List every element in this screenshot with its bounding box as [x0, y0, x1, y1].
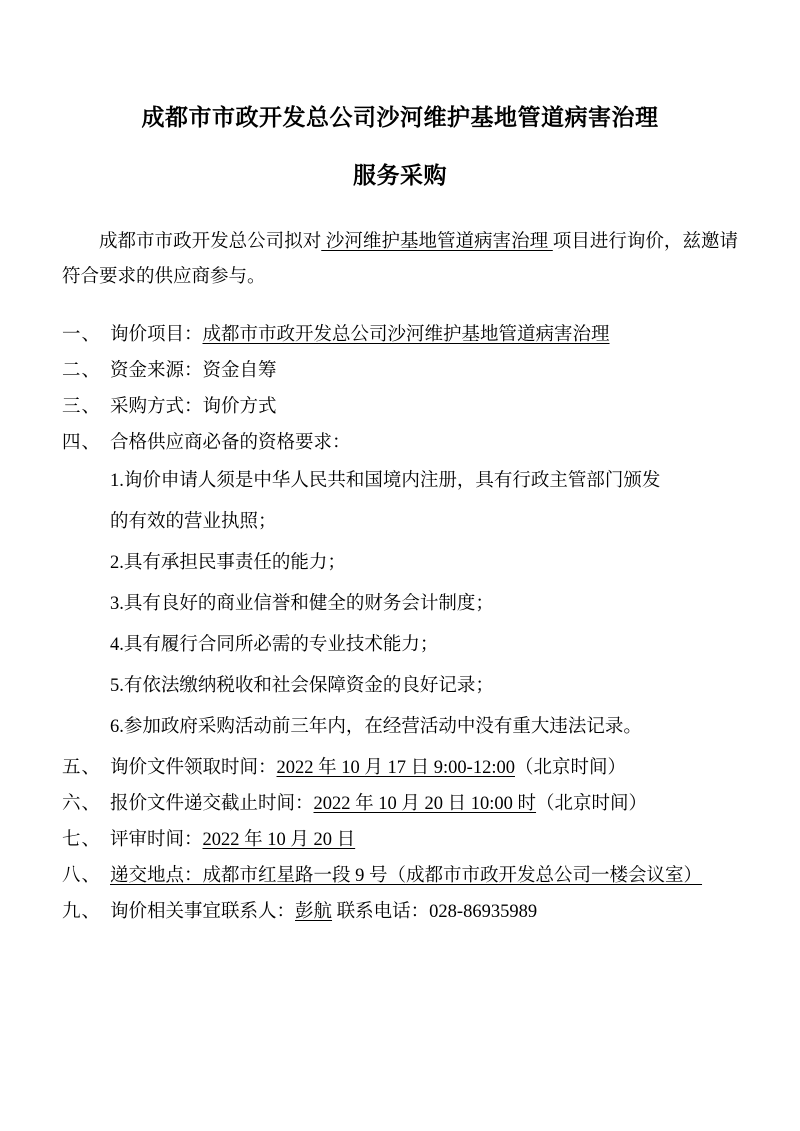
- clause-label: 评审时间：: [110, 830, 203, 850]
- clause-text: 合格供应商必备的资格要求：: [110, 433, 351, 453]
- intro-after: 项目进行询价，兹邀请符合要求的供应商参与。: [62, 232, 738, 287]
- clause-number: 二、: [62, 361, 102, 381]
- clause-value: 2022 年 10 月 17 日 9:00-12:00: [276, 758, 515, 778]
- clause-label: 资金来源：: [110, 361, 203, 381]
- clause-label: 报价文件递交截止时间：: [110, 794, 314, 814]
- clause-text: [110, 353, 738, 389]
- clause-value: 2022 年 10 月 20 日: [202, 830, 356, 850]
- clause-tail: （北京时间）: [536, 794, 648, 814]
- intro-project-name: 沙河维护基地管道病害治理: [321, 232, 553, 252]
- clause-value: 资金自筹: [202, 361, 277, 381]
- clause-number: 八、: [62, 866, 102, 886]
- clause-item-8: [62, 858, 738, 894]
- clause-item-4: [62, 425, 738, 461]
- clause-number: 三、: [62, 397, 102, 417]
- clause-value: 询价方式: [202, 397, 277, 417]
- clause-label: 询价项目：: [110, 325, 203, 345]
- clause-label: 递交地点：: [110, 866, 203, 886]
- clause-item-2: [62, 353, 738, 389]
- contact-phone-label: 联系电话：: [332, 902, 430, 922]
- clause-text: [110, 894, 738, 930]
- intro-before: 成都市市政开发总公司拟对: [99, 232, 322, 252]
- clause-value: 2022 年 10 月 20 日 10:00 时: [313, 794, 537, 814]
- document-title-line1: 成都市市政开发总公司沙河维护基地管道病害治理: [141, 105, 659, 130]
- qualification-item-5: 5.有依法缴纳税收和社会保障资金的良好记录；: [110, 676, 494, 696]
- clause-item-1: [62, 317, 738, 353]
- qualification-item-3: 3.具有良好的商业信誉和健全的财务会计制度；: [110, 594, 494, 614]
- qualification-item-2: 2.具有承担民事责任的能力；: [110, 553, 346, 573]
- clause-number: 四、: [62, 433, 102, 453]
- clause-list: [62, 317, 738, 930]
- clause-number: 七、: [62, 830, 102, 850]
- qualification-item-1-line2: 的有效的营业执照；: [110, 512, 277, 532]
- contact-name: 彭航: [295, 902, 333, 922]
- clause-label: 询价相关事宜联系人：: [110, 902, 296, 922]
- clause-item-7: [62, 822, 738, 858]
- clause-text: [110, 317, 738, 353]
- clause-number: 九、: [62, 902, 102, 922]
- qualification-item-4: 4.具有履行合同所必需的专业技术能力；: [110, 635, 439, 655]
- qualification-list: [62, 461, 738, 748]
- clause-item-5: [62, 750, 738, 786]
- clause-number: 六、: [62, 794, 102, 814]
- clause-text: [110, 786, 738, 822]
- clause-text: [110, 822, 738, 858]
- contact-phone: 028-86935989: [429, 902, 538, 922]
- clause-number: 五、: [62, 758, 102, 778]
- clause-label: 采购方式：: [110, 397, 203, 417]
- clause-item-3: [62, 389, 738, 425]
- qualification-item-6: 6.参加政府采购活动前三年内，在经营活动中没有重大违法记录。: [110, 717, 642, 737]
- clause-value: 成都市市政开发总公司沙河维护基地管道病害治理: [202, 325, 610, 345]
- document-title-line2: 服务采购: [353, 163, 447, 188]
- clause-number: 一、: [62, 325, 102, 345]
- clause-text: [110, 389, 738, 425]
- intro-paragraph: [62, 225, 738, 295]
- clause-item-9: [62, 894, 738, 930]
- clause-value: 成都市红星路一段 9 号（成都市市政开发总公司一楼会议室）: [202, 866, 703, 886]
- clause-text: [110, 858, 738, 894]
- clause-item-6: [62, 786, 738, 822]
- qualification-item-1-line1: 1.询价申请人须是中华人民共和国境内注册，具有行政主管部门颁发: [110, 471, 661, 491]
- clause-label: 询价文件领取时间：: [110, 758, 277, 778]
- clause-text: [110, 750, 738, 786]
- clause-tail: （北京时间）: [514, 758, 626, 778]
